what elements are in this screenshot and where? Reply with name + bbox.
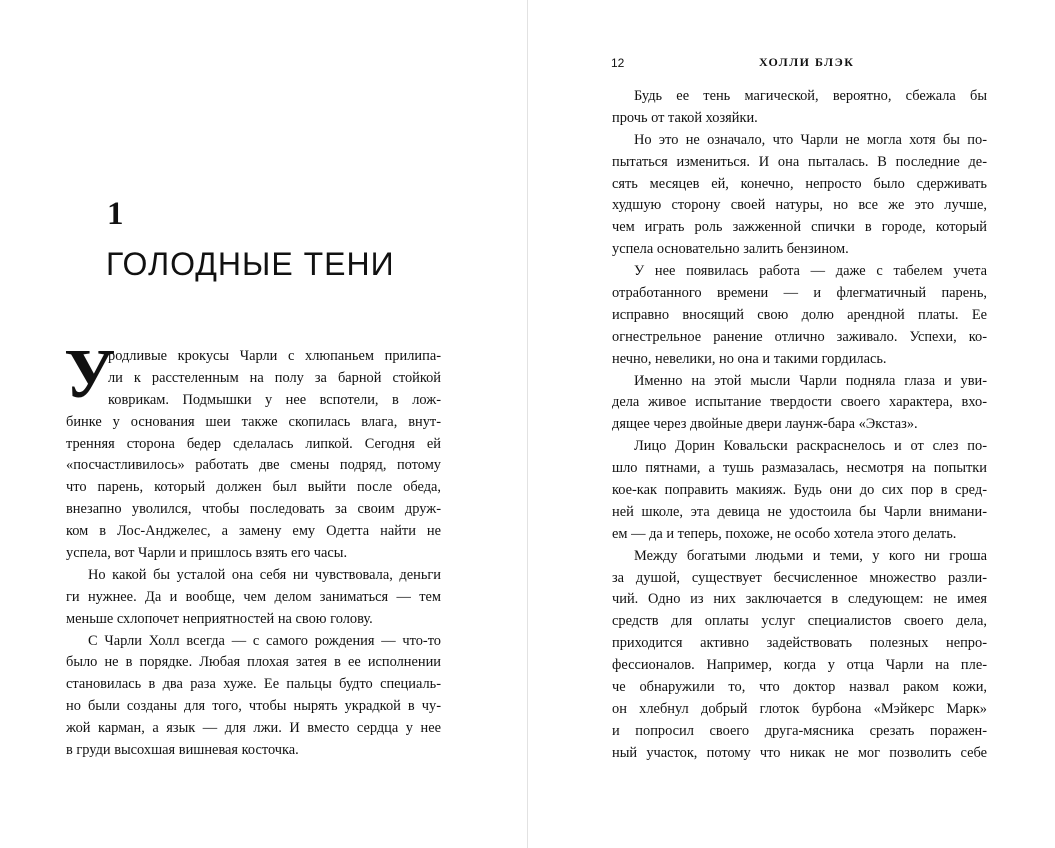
right-page-line: огнестрельное ранение отлично заживало. Успехи, ко- [612,328,987,345]
right-page-line: дящее через двойные двери лаунж-бара «Экстаз». [612,416,918,433]
left-page-line: ли к расстеленным на полу за барной стойкой [108,369,441,386]
right-page-line: чий. Одно из них заключается в следующем: не имея [612,591,987,608]
right-page-line: и попросил своего друга-мясника срезать поражен- [612,722,987,739]
right-page-line: сять месяцев ей, конечно, непросто было сдерживать [612,175,987,192]
left-page-line: жой карман, а язык — для лжи. И вместо сердца у нее [66,720,441,737]
left-page-line: успела, вот Чарли и пришлось взять его часы. [66,545,348,562]
left-page-line: но были созданы для того, чтобы нырять украдкой в чу- [66,698,441,715]
left-page-line: тренняя сторона бедер сделалась липкой. Сегодня ей [66,435,441,452]
page-number: 12 [611,56,625,70]
left-page-line: в груди высохшая вишневая косточка. [66,742,299,759]
left-page-line: внезапно уволился, чтобы последовать за своим друж- [66,501,441,518]
left-page-line: ком в Лос-Анджелес, а замену ему Одетта найти не [66,523,441,540]
right-page-line: Но это не означало, что Чарли не могла хотя бы по- [634,131,987,148]
left-page-line: меньше схлопочет неприятностей на свою голову. [66,610,373,627]
left-page-line: становилась в два раза хуже. Ее пальцы будто специаль- [66,676,441,693]
left-page-line: «посчастливилось» работать две смены подряд, потому [66,457,441,474]
right-page-line: Будь ее тень магической, вероятно, сбежала бы [634,88,987,104]
right-page-line: средств для оплаты услуг специалистов своего дела, [612,613,987,630]
right-page-line: че обнаружили то, что доктор назвал раком кожи, [612,679,987,696]
left-page-text [64,336,441,762]
right-page-line: ный участок, потому что никак не мог позволить себе [612,744,987,761]
right-page-line: ем — да и теперь, похоже, не особо хотела этого делать. [612,525,957,542]
right-page-line: нечно, невелики, но она и такими гордилась. [612,350,887,367]
right-page-line: шло пятнами, а тушь размазалась, несмотря на попытки [612,460,987,477]
right-page-line: чем играть роль зажженной спички в городе, который [612,219,987,236]
left-page-line: коврикам. Подмышки у нее вспотели, в лож- [108,391,441,408]
running-head: ХОЛЛИ БЛЭК [759,55,855,69]
right-page-line: исправно вносящий свою долю арендной платы. Ее [612,306,987,323]
right-page-line: худшую сторону своей натуры, но все же это лучше, [612,197,987,214]
right-page-line: успела основательно залить бензином. [612,241,849,258]
right-page-line: он хлебнул добрый глоток бурбона «Мэйкерс Марк» [612,700,987,717]
right-page-line: пытаться измениться. И она пыталась. В последние де- [612,153,987,170]
chapter-number: 1 [107,196,125,232]
left-page-line: С Чарли Холл всегда — с самого рождения — что-то [88,632,441,649]
right-page-line: Лицо Дорин Ковальски раскраснелось и от слез по- [634,438,987,455]
right-page-line: кое-как поправить макияж. Будь они до сих пор в сред- [612,482,987,499]
right-page-line: фессионалов. Например, когда у отца Чарли на пле- [612,657,987,674]
left-page-line: ги нужнее. Да и вообще, чем делом заниматься — тем [66,588,441,605]
left-page-line: бинке у основания шеи также скопилась влага, внут- [66,413,441,430]
chapter-title: ГОЛОДНЫЕ ТЕНИ [106,246,395,282]
right-page-line: Между богатыми людьми и теми, у кого ни гроша [634,547,987,564]
right-page-line: дела живое испытание твердости своего характера, вхо- [612,394,987,411]
left-page-line: Но какой бы усталой она себя ни чувствовала, деньги [88,566,441,583]
left-page-line: что парень, который должен был выйти после обеда, [66,479,441,496]
drop-cap: У [64,336,116,413]
page-gutter [527,0,528,848]
right-page-line: У нее появилась работа — даже с табелем учета [634,263,987,280]
right-page-line: ней школе, эта девица не удостоила бы Чарли внимани- [612,503,987,520]
left-page-line: родливые крокусы Чарли с хлюпаньем прилипа- [108,348,441,364]
left-page-line: было не в порядке. Любая плохая затея в ее исполнении [66,654,441,671]
right-page-line: приходится активно задействовать полезных непро- [612,635,987,652]
right-page-line: отработанного времени — и флегматичный парень, [612,285,987,302]
right-page-line: Именно на этой мысли Чарли подняла глаза и уви- [634,372,987,389]
right-page-line: за душой, существует бесчисленное множество разли- [612,569,987,586]
right-page-text [612,86,987,765]
right-page-line: прочь от такой хозяйки. [612,109,758,126]
